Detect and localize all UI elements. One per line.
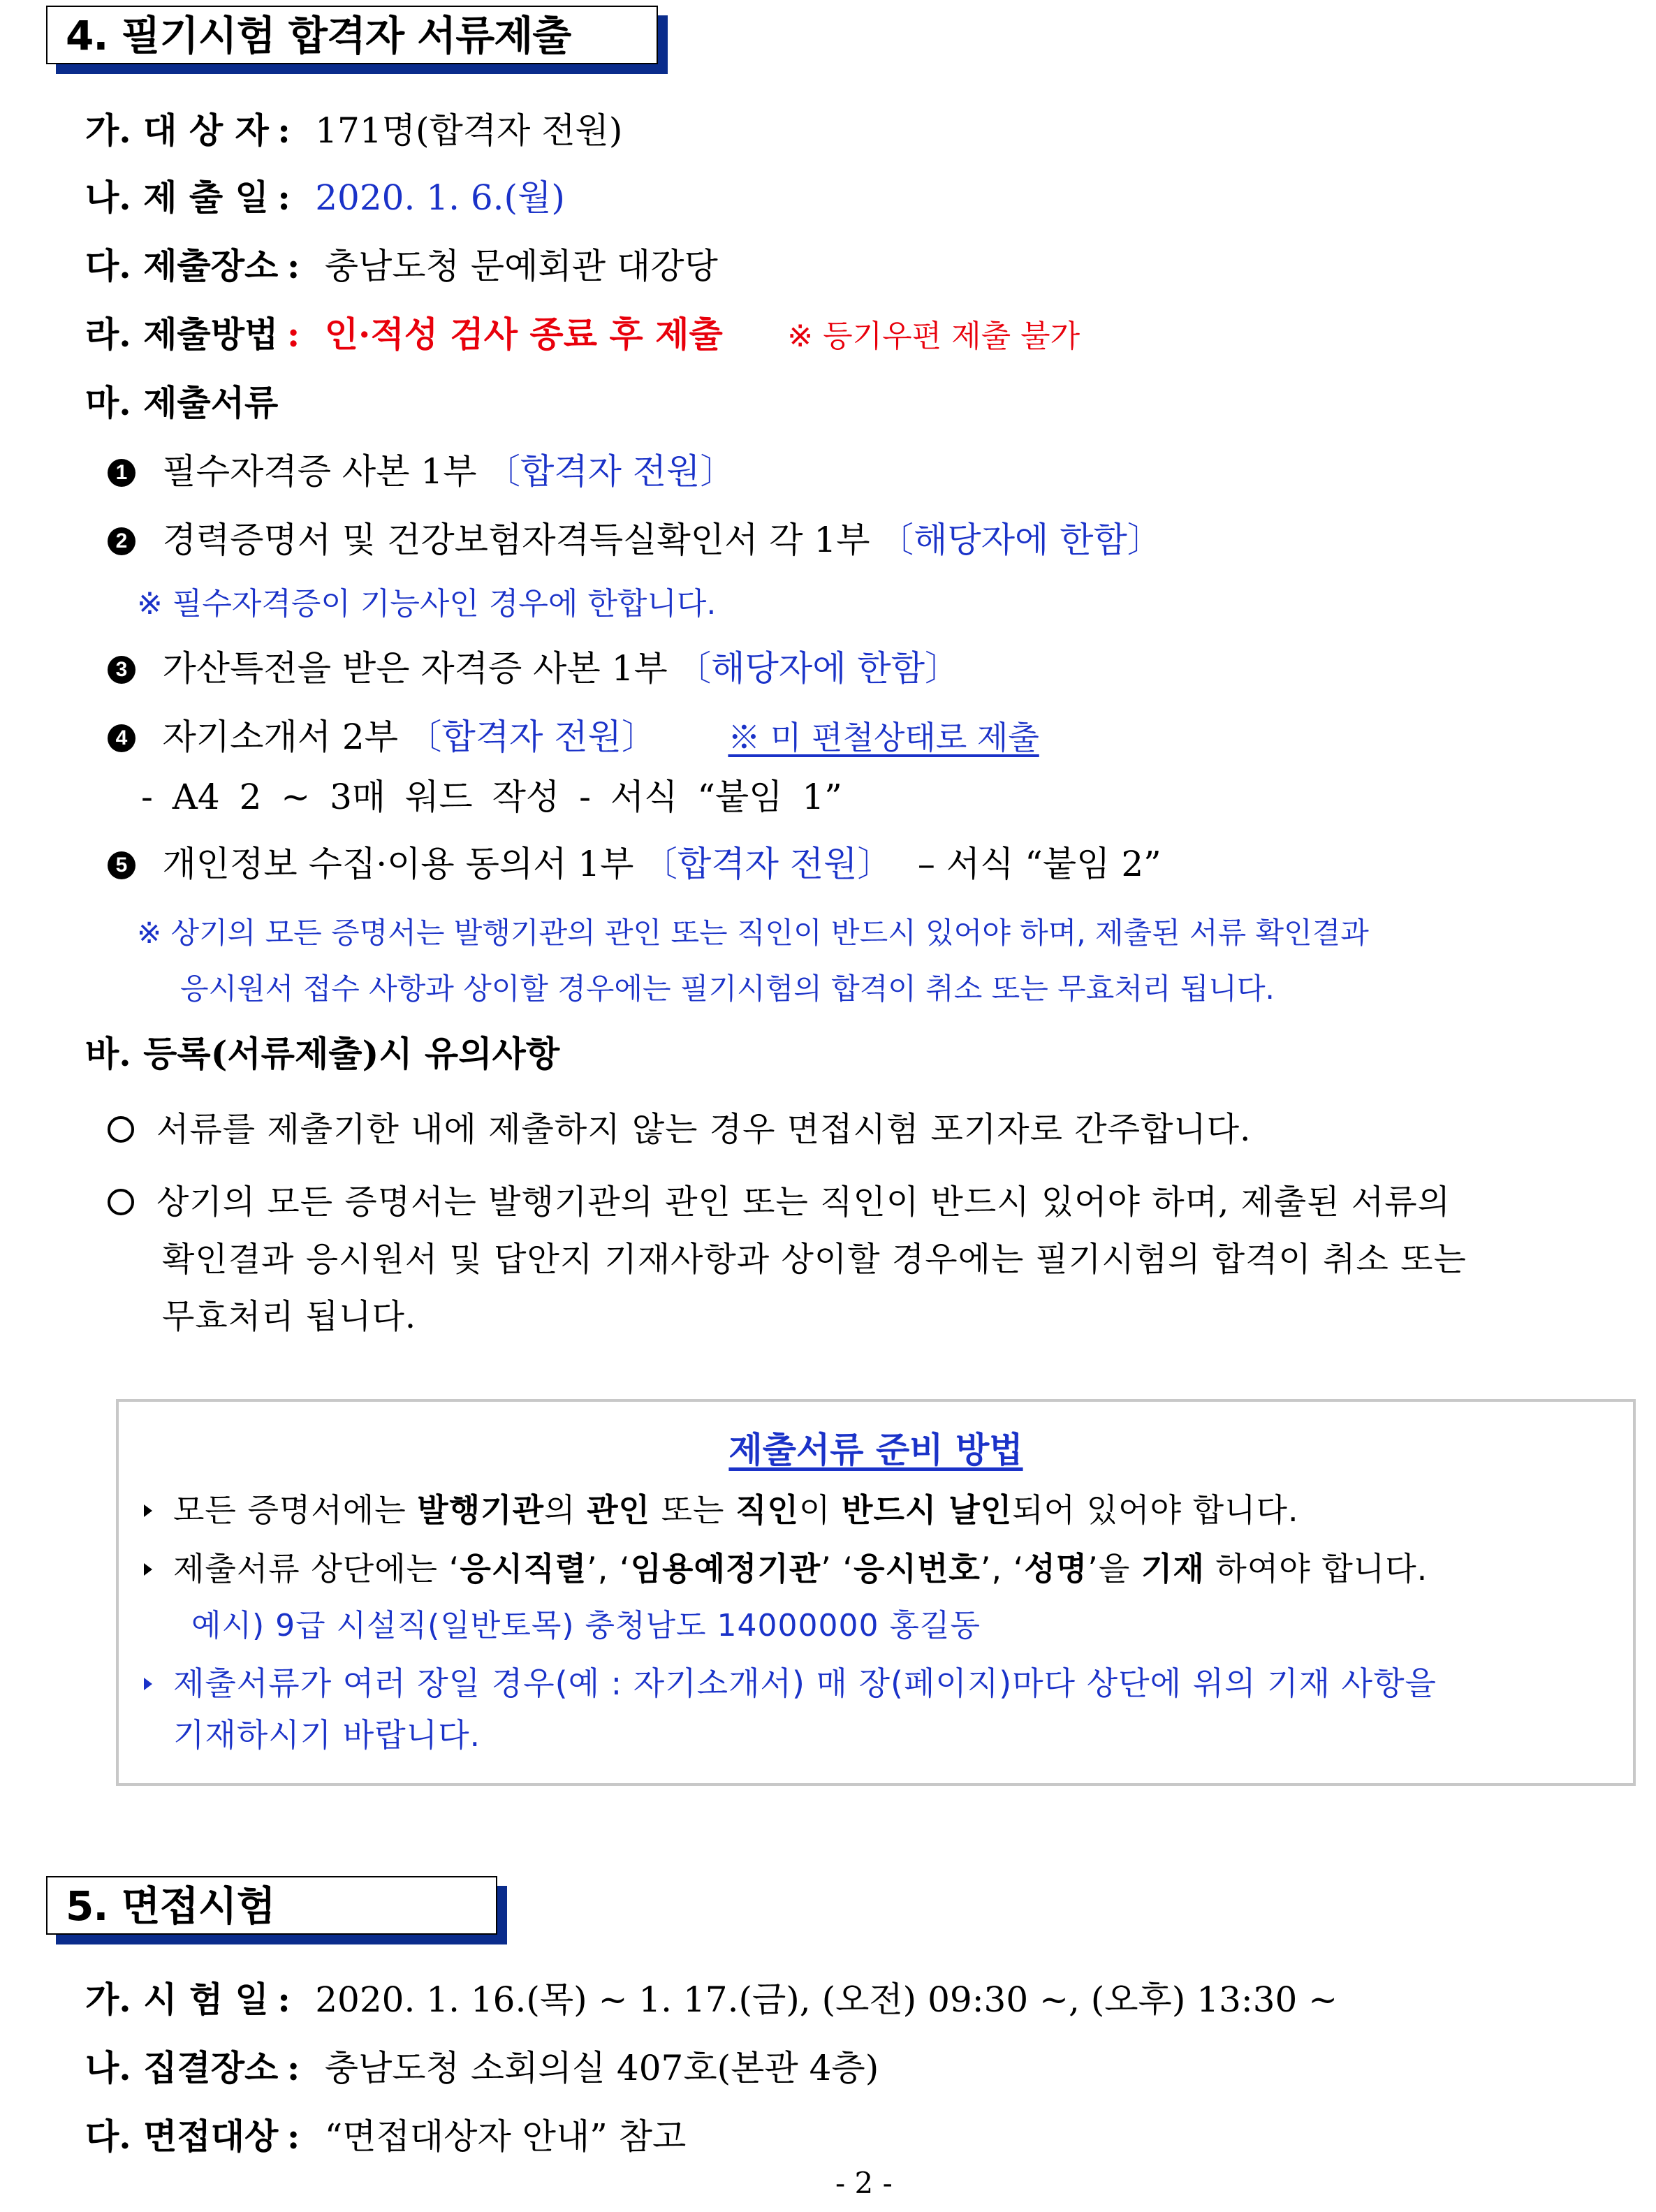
submit-date-label: 나. 제 출 일: [85, 177, 269, 218]
circle-bullet-icon: [108, 1116, 134, 1143]
interview-target-row: 다. 면접대상 : “면접대상자 안내” 참고: [85, 2116, 687, 2157]
number-1-icon: 1: [108, 459, 135, 487]
gathering-place-label: 나. 집결장소: [85, 2047, 279, 2088]
interview-date-value: 2020. 1. 16.(목) ~ 1. 17.(금), (오전) 09:30 ~, (오후) 13:30 ~: [315, 1979, 1338, 2020]
doc-item-3-scope: 〔해당자에 한함〕: [676, 648, 960, 689]
triangle-bullet-icon: [144, 1504, 152, 1517]
caution-item-2-line-2: 확인결과 응시원서 및 답안지 기재사항과 상이할 경우에는 필기시험의 합격이 취소 또는: [162, 1240, 1467, 1279]
doc-item-2-note: ※ 필수자격증이 기능사인 경우에 한합니다.: [137, 586, 717, 622]
doc-item-2: [108, 517, 1162, 563]
doc-item-5-text: 개인정보 수집·이용 동의서 1부: [162, 844, 634, 884]
doc-item-4: [108, 714, 1039, 761]
doc-item-2-text: 경력증명서 및 건강보험자격득실확인서 각 1부: [162, 520, 870, 560]
doc-item-5: [108, 841, 1162, 887]
doc-item-4-scope: 〔합격자 전원〕: [406, 717, 657, 757]
doc-item-1: [108, 448, 735, 495]
submit-place-row: 다. 제출장소 : 충남도청 문예회관 대강당: [85, 245, 718, 286]
doc-item-1-text: 필수자격증 사본 1부: [162, 451, 477, 492]
triangle-bullet-icon: [144, 1563, 152, 1576]
notice-item-3: 제출서류가 여러 장일 경우(예 : 자기소개서) 매 장(페이지)마다 상단에 위의 기재 사항을: [144, 1662, 1437, 1705]
submit-method-note: ※ 등기우편 제출 불가: [787, 318, 1080, 354]
caution-item-2: 상기의 모든 증명서는 발행기관의 관인 또는 직인이 반드시 있어야 하며, 제출된 서류의: [108, 1173, 1451, 1231]
gathering-place-row: 나. 집결장소 : 충남도청 소회의실 407호(본관 4층): [85, 2047, 879, 2088]
documents-heading: 마. 제출서류: [85, 382, 279, 423]
target-row: 가. 대 상 자 : 171명(합격자 전원): [85, 110, 623, 151]
section-5-header: [46, 1876, 497, 1935]
interview-date-label: 가. 시 험 일: [85, 1979, 269, 2020]
submit-place-value: 충남도청 문예회관 대강당: [324, 246, 718, 286]
submit-method-row: 라. 제출방법 : 인·적성 검사 종료 후 제출 ※ 등기우편 제출 불가: [85, 314, 1080, 355]
notice-example: 예시) 9급 시설직(일반토목) 충청남도 14000000 홍길동: [191, 1608, 981, 1643]
circle-bullet-icon: [108, 1189, 134, 1215]
doc-item-1-scope: 〔합격자 전원〕: [485, 451, 735, 492]
number-2-icon: 2: [108, 527, 135, 555]
notice-title: 제출서류 준비 방법: [728, 1430, 1023, 1470]
notice-item-3-line-2: 기재하시기 바랍니다.: [173, 1716, 481, 1754]
doc-item-5-scope: 〔합격자 전원〕: [643, 844, 893, 884]
submit-method-value: 인·적성 검사 종료 후 제출: [324, 314, 723, 355]
notice-item-2: 제출서류 상단에는 ‘응시직렬’, ‘임용예정기관’ ‘응시번호’, ‘성명’을 기재 하여야 합니다.: [144, 1547, 1428, 1590]
number-4-icon: 4: [108, 724, 135, 752]
interview-target-value: “면접대상자 안내” 참고: [324, 2116, 687, 2157]
section-4-title: 4. 필기시험 합격자 서류제출: [66, 12, 571, 59]
doc-item-5-suffix: – 서식 “붙임 2”: [917, 844, 1162, 884]
section-4-header: [46, 6, 658, 64]
certificate-note-line-2: 응시원서 접수 사항과 상이할 경우에는 필기시험의 합격이 취소 또는 무효처리 됩니다.: [180, 972, 1275, 1006]
submit-place-label: 다. 제출장소: [85, 245, 279, 286]
number-5-icon: 5: [108, 851, 135, 879]
doc-item-2-scope: 〔해당자에 한함〕: [879, 520, 1162, 560]
target-label: 가. 대 상 자: [85, 110, 269, 151]
doc-item-4-sub: - A4 2 ~ 3매 워드 작성 - 서식 “붙임 1”: [141, 777, 842, 817]
doc-item-3: [108, 645, 960, 691]
section-5-title: 5. 면접시험: [66, 1882, 275, 1930]
interview-date-row: 가. 시 험 일 : 2020. 1. 16.(목) ~ 1. 17.(금), (오전) 09:30 ~, (오후) 13:30 ~: [85, 1979, 1338, 2020]
number-3-icon: 3: [108, 656, 135, 684]
submit-method-label: 라. 제출방법: [85, 314, 279, 355]
submit-date-value: 2020. 1. 6.(월): [315, 177, 565, 218]
certificate-note-line-1: ※ 상기의 모든 증명서는 발행기관의 관인 또는 직인이 반드시 있어야 하며, 제출된 서류 확인결과: [137, 916, 1369, 950]
notice-item-1: 모든 증명서에는 발행기관의 관인 또는 직인이 반드시 날인되어 있어야 합니다.: [144, 1488, 1299, 1532]
interview-target-label: 다. 면접대상: [85, 2116, 279, 2157]
page-number: - 2 -: [835, 2166, 893, 2200]
doc-item-3-text: 가산특전을 받은 자격증 사본 1부: [162, 648, 668, 689]
submit-date-row: 나. 제 출 일 : 2020. 1. 6.(월): [85, 177, 565, 218]
doc-item-4-note: ※ 미 편철상태로 제출: [728, 719, 1039, 756]
caution-item-1: 서류를 제출기한 내에 제출하지 않는 경우 면접시험 포기자로 간주합니다.: [108, 1101, 1251, 1158]
triangle-bullet-icon: [144, 1678, 152, 1690]
target-value: 171명(합격자 전원): [315, 110, 623, 151]
registration-caution-heading: 바. 등록(서류제출)시 유의사항: [85, 1033, 560, 1074]
doc-item-4-text: 자기소개서 2부: [162, 717, 399, 757]
gathering-place-value: 충남도청 소회의실 407호(본관 4층): [324, 2048, 879, 2088]
caution-item-2-line-3: 무효처리 됩니다.: [162, 1297, 417, 1336]
document-prep-notice: [116, 1399, 1636, 1786]
